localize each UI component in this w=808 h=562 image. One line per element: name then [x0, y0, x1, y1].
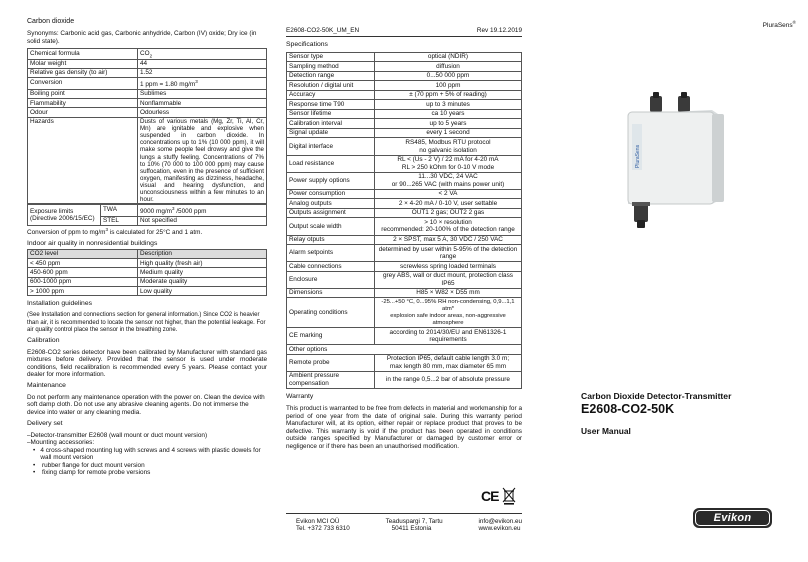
table-row	[287, 345, 522, 355]
table-row	[287, 288, 522, 298]
footer-address-1: Teaduspargi 7, Tartu	[385, 518, 443, 525]
install-title: Installation guidelines	[27, 300, 92, 308]
table-row	[287, 328, 522, 345]
footer-tel: Tel. +372 733 6310	[296, 525, 350, 533]
spec-value: diffusion	[375, 62, 522, 72]
prop-label: Conversion	[28, 78, 138, 89]
spec-label: Detection range	[287, 71, 375, 81]
table-row	[287, 271, 522, 288]
spec-value: every 1 second	[375, 128, 522, 138]
spec-label: CE marking	[287, 328, 375, 345]
bullet-icon: •	[33, 446, 36, 454]
table-cell: 450-600 ppm	[28, 268, 138, 277]
table-row	[287, 245, 522, 262]
doc-id: E2608-CO2-50K_UM_EN	[286, 27, 360, 34]
prop-label: Chemical formula	[28, 49, 138, 59]
prop-value: 1 ppm = 1.80 $mg/m^3$	[138, 78, 267, 89]
table-row	[28, 49, 267, 59]
hazards-text: Dusts of various metals (Mg, Zr, Ti, Al, Cr, Mn) are ignitable and explosive when suspended in carbon dioxide. In concentrations up to 1% (10 000 ppm), it will make some people feel drowsy and give the lungs a stuffy feeling. Concentrations of 7% to 10% (70 000 to 100 000 ppm) may cause suffocation, even in the presence of sufficient oxygen, manifesting as dizziness, headache, visual and hearing dysfunction, and unconsciousness within a few minutes to an hour.	[138, 117, 267, 204]
footer-address-2: 50411 Estonia	[391, 525, 432, 533]
spec-label: Alarm setpoints	[287, 245, 375, 262]
list-item: • 4 cross-shaped mounting lug with screws and 4 screws with plastic dowels for wall mount version	[33, 446, 261, 462]
table-row	[287, 371, 522, 388]
bullet-icon: •	[33, 461, 36, 469]
table-row	[287, 218, 522, 235]
spec-value: 2 × 4-20 mA / 0-10 V, user settable	[375, 199, 522, 209]
table-row	[287, 189, 522, 199]
spec-value: H85 × W82 × D55 mm	[375, 288, 522, 298]
spec-value: in the range 0,5...2 bar of absolute pressure	[375, 371, 522, 388]
spec-value: optical (NDIR)	[375, 52, 522, 62]
spec-label: Resolution / digital unit	[287, 81, 375, 91]
spec-label: Enclosure	[287, 271, 375, 288]
table-row	[287, 128, 522, 138]
spec-label: Ambient pressure compensation	[287, 371, 375, 388]
gas-title: Carbon dioxide	[27, 18, 75, 25]
table-row	[28, 277, 267, 286]
spec-label: Load resistance	[287, 155, 375, 172]
spec-value: ca 10 years	[375, 109, 522, 119]
spec-value: Protection IP65, default cable length 3.0 m; max length 80 mm, max diameter 65 mm	[375, 354, 522, 371]
table-row	[287, 235, 522, 245]
compliance-marks	[481, 487, 516, 505]
spec-value: > 10 × resolution recommended: 20-100% of the detection range	[375, 218, 522, 235]
weee-bin-icon	[502, 487, 516, 505]
spec-label: Sensor type	[287, 52, 375, 62]
spec-value: 100 ppm	[375, 81, 522, 91]
device-label-text: PluraSens	[635, 144, 641, 168]
delivery-list	[27, 447, 267, 477]
table-row	[28, 69, 267, 78]
table-cell: Low quality	[138, 287, 267, 296]
table-row	[287, 208, 522, 218]
table-cell: > 1000 ppm	[28, 287, 138, 296]
spec-value: 11...30 VDC, 24 VAC or 90...265 VAC (with mains power unit)	[375, 172, 522, 189]
delivery-line-2: –Mounting accessories:	[27, 439, 95, 447]
spec-value: RS485, Modbus RTU protocol no galvanic isolation	[375, 138, 522, 155]
prop-value: Nonflammable	[138, 99, 267, 108]
footer-contact-block	[478, 518, 522, 533]
delivery-title: Delivery set	[27, 419, 63, 427]
product-code: E2608-CO2-50K	[581, 402, 675, 416]
maintenance-text: Do not perform any maintenance operation with the power on. Clean the device with soft damp cloth. Do not use any abrasive cleaning agents. Do not immerse the device into water or any cleaning media.	[27, 393, 265, 416]
exposure-label: Exposure limits (Directive 2006/15/EC)	[28, 205, 101, 226]
iaq-table	[27, 249, 267, 297]
table-row	[287, 155, 522, 172]
spec-title: Specifications	[286, 40, 328, 48]
spec-label: Power supply options	[287, 172, 375, 189]
table-row	[28, 117, 267, 204]
table-cell: 600-1000 ppm	[28, 277, 138, 286]
prop-value: Sublimes	[138, 89, 267, 98]
prop-value: 1.52	[138, 69, 267, 78]
spec-label: Response time T90	[287, 100, 375, 110]
spec-label: Operating conditions	[287, 298, 375, 328]
table-row	[28, 99, 267, 108]
properties-table	[27, 48, 267, 204]
table-row	[287, 262, 522, 272]
spec-label: Relay otputs	[287, 235, 375, 245]
spec-value: < 2 VA	[375, 189, 522, 199]
list-item: • fixing clamp for remote probe versions	[33, 469, 151, 477]
exposure-table	[27, 204, 267, 226]
list-item: • rubber flange for duct mount version	[33, 461, 145, 469]
spec-value: screwless spring loaded terminals	[375, 262, 522, 272]
table-row	[287, 298, 522, 328]
warranty-text: This product is warranted to be free from defects in material and workmanship for a period of one year from the date of original sale. During this warranty period Manufacturer will, at its option, either repair or replace product that proves to be defective. This warranty is void if the product has been operated in conditions outside ranges specified by Manufacturer or damaged by customer error or negligence or if there has been an unauthorised modification.	[286, 405, 522, 450]
table-row	[28, 268, 267, 277]
spec-label: Analog outputs	[287, 199, 375, 209]
footer-company-block	[296, 518, 350, 533]
footer	[296, 518, 522, 533]
spec-value: according to 2014/30/EU and EN61326-1 requirements	[375, 328, 522, 345]
spec-label: Digital interface	[287, 138, 375, 155]
logo-inner: Evikon	[695, 510, 770, 526]
iaq-title: Indoor air quality in nonresidential buildings	[27, 239, 158, 247]
footer-email[interactable]: info@evikon.eu	[478, 518, 522, 525]
spec-table	[286, 52, 522, 389]
table-row	[287, 90, 522, 100]
manual-label: User Manual	[581, 426, 631, 436]
table-row	[28, 78, 267, 89]
footer-company: Evikon MCI OÜ	[296, 518, 340, 525]
spec-section: Other options	[287, 345, 522, 355]
product-title: Carbon Dioxide Detector-Transmitter	[581, 391, 732, 401]
conversion-note: Conversion of ppm to $mg/m^3$ is calculated for 25°C and 1 atm.	[27, 227, 203, 237]
table-row	[28, 59, 267, 68]
spec-label: Sampling method	[287, 62, 375, 72]
spec-label: Signal update	[287, 128, 375, 138]
middle-column	[286, 27, 522, 450]
maintenance-title: Maintenance	[27, 381, 66, 389]
table-row	[287, 138, 522, 155]
spec-label: Sensor lifetime	[287, 109, 375, 119]
left-column	[27, 18, 267, 477]
table-row	[28, 108, 267, 117]
spec-label: Remote probe	[287, 354, 375, 371]
stel-value: Not specified	[138, 216, 267, 225]
spec-value: determined by user within 5-95% of the detection range	[375, 245, 522, 262]
prop-label: Molar weight	[28, 59, 138, 68]
table-row	[28, 287, 267, 296]
header-cell: Description	[138, 249, 267, 258]
prop-label: Boiling point	[28, 89, 138, 98]
prop-label: Hazards	[28, 117, 138, 204]
table-row	[28, 259, 267, 268]
brand-top: PluraSens®	[762, 20, 796, 30]
spec-value: 0...50 000 ppm	[375, 71, 522, 81]
spec-value: 2 × SPST, max 5 A, 30 VDC / 250 VAC	[375, 235, 522, 245]
revision: Rev 19.12.2019	[476, 27, 522, 34]
header-cell: CO2 level	[28, 249, 138, 258]
calibration-title: Calibration	[27, 336, 60, 344]
calibration-text: E2608-CO2 series detector have been calibrated by Manufacturer with standard gas mixtures before delivery. Provided that the sensor is used under moderate conditions, field recalibration is recommended every 5 years. Please contact your dealer for more information.	[27, 348, 267, 379]
install-text: (See Installation and connections section for general information.) Since CO2 is heavier than air, it is recommended to locate the sensor not higher, than the potential leakage. For air quality control place the sensor in the breathing zone.	[27, 312, 266, 333]
table-row	[287, 199, 522, 209]
device-image	[620, 90, 730, 230]
table-cell: < 450 ppm	[28, 259, 138, 268]
table-row	[287, 62, 522, 72]
prop-value: $CO_2$	[138, 49, 267, 59]
spec-value: ± (70 ppm + 5% of reading)	[375, 90, 522, 100]
table-cell: Medium quality	[138, 268, 267, 277]
table-row	[287, 354, 522, 371]
warranty-title: Warranty	[286, 393, 314, 401]
spec-value: up to 5 years	[375, 119, 522, 129]
synonyms: Synonyms: Carbonic acid gas, Carbonic anhydride, Carbon (IV) oxide; Dry ice (in solid state).	[27, 30, 257, 45]
spec-label: Outputs assignment	[287, 208, 375, 218]
table-row	[287, 100, 522, 110]
twa-label: TWA	[101, 205, 138, 216]
prop-value: Odourless	[138, 108, 267, 117]
spec-label: Output scale width	[287, 218, 375, 235]
spec-label: Calibration interval	[287, 119, 375, 129]
twa-value: 9000 $mg/m^3$ /5000 ppm	[138, 205, 267, 216]
spec-label: Dimensions	[287, 288, 375, 298]
prop-label: Relative gas density (to air)	[28, 69, 138, 78]
spec-label: Accuracy	[287, 90, 375, 100]
evikon-logo	[693, 508, 772, 528]
table-row	[287, 71, 522, 81]
footer-web[interactable]: www.evikon.eu	[478, 525, 521, 533]
table-row	[287, 172, 522, 189]
stel-label: STEL	[101, 216, 138, 225]
spec-value: grey ABS, wall or duct mount, protection class IP65	[375, 271, 522, 288]
delivery-line-1: –Detector-transmitter E2608 (wall mount or duct mount version)	[27, 431, 208, 439]
table-cell: High quality (fresh air)	[138, 259, 267, 268]
prop-label: Odour	[28, 108, 138, 117]
table-row	[28, 89, 267, 98]
table-cell: Moderate quality	[138, 277, 267, 286]
spec-value: -25...+50 °C, 0...95% RH non-condensing, 0,9...1,1 atm* explosion safe indoor areas, non-aggressive atmosphere	[375, 298, 522, 328]
prop-label: Flammability	[28, 99, 138, 108]
spec-label: Power consumption	[287, 189, 375, 199]
prop-value: 44	[138, 59, 267, 68]
table-header	[28, 249, 267, 258]
table-row	[287, 81, 522, 91]
table-row	[287, 52, 522, 62]
doc-header	[286, 27, 522, 37]
spec-value: up to 3 minutes	[375, 100, 522, 110]
spec-label: Cable connections	[287, 262, 375, 272]
spec-value: RL < (Us - 2 V) / 22 mA for 4-20 mA RL > 250 kOhm for 0-10 V mode	[375, 155, 522, 172]
ce-mark-icon: CE	[481, 487, 499, 504]
footer-address-block	[386, 518, 443, 533]
bullet-icon: •	[33, 469, 36, 477]
table-row	[28, 205, 267, 216]
spec-value: OUT1 2 gas; OUT2 2 gas	[375, 208, 522, 218]
table-row	[287, 109, 522, 119]
table-row	[287, 119, 522, 129]
footer-rule	[286, 513, 522, 514]
